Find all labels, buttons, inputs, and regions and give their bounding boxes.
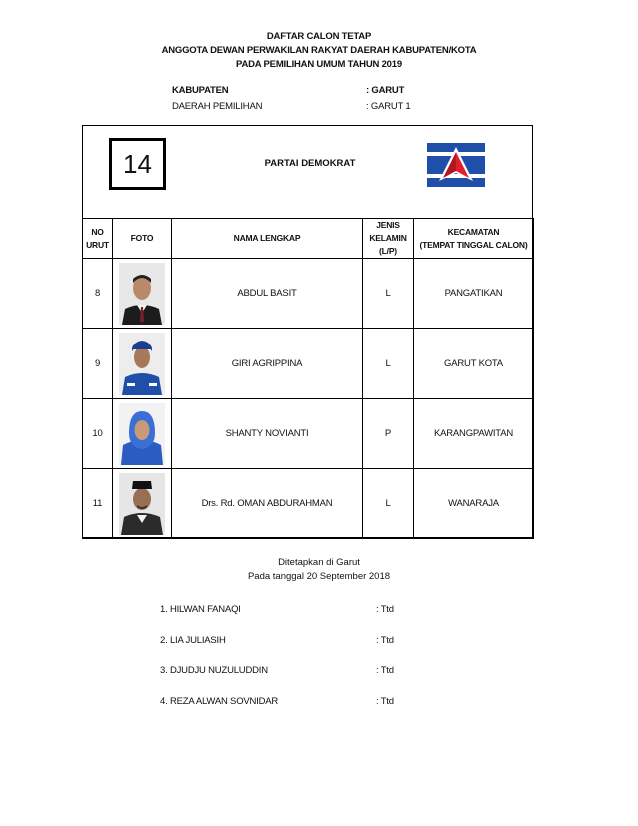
doc-subtitle-election: PADA PEMILIHAN UMUM TAHUN 2019 <box>236 59 402 70</box>
header-foto: FOTO <box>113 219 172 259</box>
header-kec-line1: KECAMATAN <box>447 226 500 237</box>
signatory-name: 2. LIA JULIASIH <box>160 635 226 646</box>
dapil-label: DAERAH PEMILIHAN <box>172 101 263 112</box>
header-no-line2: URUT <box>86 239 109 250</box>
signatory-name: 4. REZA ALWAN SOVNIDAR <box>160 696 279 707</box>
table-row <box>83 259 534 329</box>
table-row <box>83 329 534 399</box>
dapil-value: : GARUT 1 <box>366 101 411 112</box>
signatory-name: 1. HILWAN FANAQI <box>160 604 241 615</box>
footer-date: Pada tanggal 20 September 2018 <box>247 571 391 582</box>
cell-jk: L <box>363 469 414 539</box>
cell-nama: Drs. Rd. OMAN ABDURAHMAN <box>172 469 363 539</box>
header-kecamatan <box>414 219 534 259</box>
cell-no: 11 <box>83 469 113 539</box>
cell-photo <box>113 259 172 329</box>
cell-no: 9 <box>83 329 113 399</box>
doc-subtitle: ANGGOTA DEWAN PERWAKILAN RAKYAT DAERAH KABUPATEN/KOTA <box>161 45 477 56</box>
header-jk-line1: JENIS <box>376 220 400 230</box>
doc-title: DAFTAR CALON TETAP <box>266 31 372 42</box>
cell-kecamatan: PANGATIKAN <box>414 259 534 329</box>
cell-no: 8 <box>83 259 113 329</box>
footer-place: Ditetapkan di Garut <box>278 557 360 568</box>
signatory-status: : Ttd <box>376 665 394 676</box>
header-no-line1: NO <box>91 226 104 237</box>
header-kec-line2: (TEMPAT TINGGAL CALON) <box>419 239 528 250</box>
cell-no: 10 <box>83 399 113 469</box>
candidate-table <box>82 218 534 539</box>
header-no <box>83 219 113 259</box>
cell-jk: L <box>363 259 414 329</box>
candidate-photo <box>119 473 165 535</box>
democrat-party-logo-icon <box>427 143 485 187</box>
cell-kecamatan: KARANGPAWITAN <box>414 399 534 469</box>
header-nama: NAMA LENGKAP <box>172 219 363 259</box>
party-number: 14 <box>109 138 166 190</box>
party-name: PARTAI DEMOKRAT <box>264 158 356 169</box>
header-jenis-kelamin <box>363 219 414 259</box>
signatory-status: : Ttd <box>376 604 394 615</box>
candidate-photo <box>119 333 165 395</box>
kabupaten-label: KABUPATEN <box>172 85 229 96</box>
cell-photo <box>113 329 172 399</box>
signatory-status: : Ttd <box>376 635 394 646</box>
cell-photo <box>113 469 172 539</box>
cell-nama: SHANTY NOVIANTI <box>172 399 363 469</box>
candidate-photo <box>119 403 165 465</box>
header-jk-line3: (L/P) <box>379 246 397 256</box>
cell-jk: L <box>363 329 414 399</box>
cell-jk: P <box>363 399 414 469</box>
cell-kecamatan: GARUT KOTA <box>414 329 534 399</box>
cell-photo <box>113 399 172 469</box>
header-jk-line2: KELAMIN <box>369 233 407 243</box>
cell-nama: GIRI AGRIPPINA <box>172 329 363 399</box>
table-row <box>83 399 534 469</box>
cell-kecamatan: WANARAJA <box>414 469 534 539</box>
candidate-photo <box>119 263 165 325</box>
kabupaten-value: : GARUT <box>366 85 405 96</box>
signatory-name: 3. DJUDJU NUZULUDDIN <box>160 665 268 676</box>
cell-nama: ABDUL BASIT <box>172 259 363 329</box>
signatory-status: : Ttd <box>376 696 394 707</box>
table-row <box>83 469 534 539</box>
table-header-row <box>83 219 534 259</box>
